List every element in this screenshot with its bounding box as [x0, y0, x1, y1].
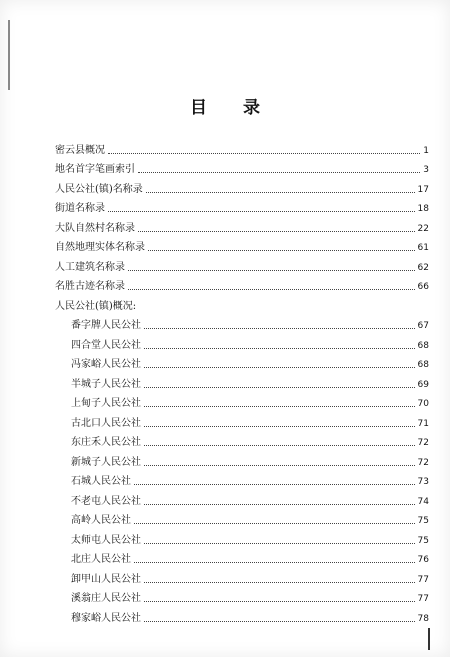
toc-page-number: 71 [417, 418, 429, 429]
toc-entry-label: 街道名称录 [55, 203, 105, 214]
title-char-2: 录 [243, 98, 260, 118]
toc-page-number: 67 [417, 321, 429, 331]
dot-leader [144, 425, 415, 427]
toc-entry[interactable] [55, 410, 429, 430]
toc-page-number: 75 [417, 535, 429, 546]
toc-entry[interactable] [55, 235, 429, 255]
toc-page-number: 74 [417, 496, 429, 507]
toc-entry[interactable] [55, 215, 429, 235]
toc-entry[interactable] [55, 566, 429, 586]
scan-edge-mark [8, 20, 10, 90]
dot-leader [144, 464, 415, 466]
toc-entry-label: 半城子人民公社 [71, 378, 141, 390]
page-edge-mark [428, 628, 430, 650]
toc-entry[interactable] [55, 449, 429, 469]
toc-entry-label: 名胜古迹名称录 [55, 281, 125, 292]
toc-entry[interactable] [55, 605, 429, 625]
dot-leader [108, 152, 420, 154]
toc-entry[interactable] [55, 137, 429, 157]
toc-entry[interactable] [55, 313, 429, 333]
toc-entry-label: 卸甲山人民公社 [71, 573, 141, 585]
toc-entry-label: 人民公社(镇)名称录 [55, 183, 143, 195]
dot-leader [144, 366, 415, 368]
dot-leader [128, 288, 415, 290]
toc-page-number: 75 [417, 516, 429, 526]
dot-leader [144, 405, 415, 407]
dot-leader [144, 581, 415, 583]
dot-leader [144, 503, 415, 505]
toc-entry[interactable] [55, 254, 429, 274]
dot-leader [144, 444, 415, 446]
dot-leader [108, 210, 415, 212]
toc-entry[interactable] [55, 332, 429, 352]
toc-entry-label: 太师屯人民公社 [71, 534, 141, 546]
dot-leader [144, 620, 415, 622]
toc-page-number: 18 [417, 204, 429, 214]
toc-page-number: 72 [417, 457, 429, 468]
toc-page-number: 77 [417, 574, 429, 585]
toc-entry-label: 四合堂人民公社 [71, 339, 141, 351]
toc-page-number: 73 [417, 477, 429, 487]
toc-entry-label: 上甸子人民公社 [71, 398, 141, 409]
dot-leader [134, 483, 415, 485]
dot-leader [144, 327, 415, 329]
toc-page-number: 66 [417, 282, 429, 292]
dot-leader [128, 269, 415, 271]
toc-page-number: 77 [417, 594, 429, 604]
toc-entry[interactable] [55, 488, 429, 508]
title-char-1: 目 [190, 98, 207, 118]
dot-leader [144, 386, 415, 388]
toc-entry-label: 不老屯人民公社 [71, 495, 141, 507]
toc-entry-label: 密云县概况 [55, 144, 105, 156]
toc-entry[interactable] [55, 391, 429, 411]
toc-entry[interactable] [55, 274, 429, 294]
toc-entry[interactable] [55, 157, 429, 177]
toc-entry-label: 穆家峪人民公社 [71, 612, 141, 624]
toc-entry-label: 自然地理实体名称录 [55, 242, 145, 253]
toc-page-number: 76 [417, 555, 429, 565]
toc-page-number: 61 [417, 243, 429, 253]
toc-entry-label: 番字牌人民公社 [71, 320, 141, 331]
toc-entry-label: 人工建筑名称录 [55, 261, 125, 273]
toc-entry[interactable] [55, 352, 429, 372]
toc-entry[interactable] [55, 469, 429, 489]
toc-entry[interactable] [55, 547, 429, 567]
toc-page-number: 78 [417, 613, 429, 624]
toc-entry[interactable] [55, 196, 429, 216]
dot-leader [148, 249, 415, 251]
toc-page-number: 17 [417, 184, 429, 195]
toc-page-number: 62 [417, 262, 429, 273]
toc-entry[interactable] [55, 586, 429, 606]
table-of-contents [55, 137, 429, 625]
toc-entry-label: 大队自然村名称录 [55, 222, 135, 234]
toc-entry-label: 东庄禾人民公社 [71, 437, 141, 448]
toc-entry[interactable] [55, 371, 429, 391]
page-title [0, 93, 450, 118]
dot-leader [138, 171, 420, 173]
dot-leader [144, 600, 415, 602]
dot-leader [144, 542, 415, 544]
dot-leader [144, 347, 415, 349]
toc-page-number: 70 [417, 399, 429, 409]
toc-entry[interactable] [55, 508, 429, 528]
toc-entry-label: 冯家峪人民公社 [71, 359, 141, 370]
toc-page-number: 68 [417, 340, 429, 351]
toc-entry-label: 古北口人民公社 [71, 417, 141, 429]
dot-leader [134, 561, 415, 563]
dot-leader [134, 522, 415, 524]
toc-page-number: 69 [417, 379, 429, 390]
dot-leader [138, 230, 415, 232]
toc-entry[interactable] [55, 176, 429, 196]
toc-entry-label: 人民公社(镇)概况: [55, 300, 137, 312]
toc-entry[interactable] [55, 527, 429, 547]
toc-entry-label: 高岭人民公社 [71, 515, 131, 526]
toc-entry-label: 石城人民公社 [71, 476, 131, 487]
toc-entry-label: 溪翁庄人民公社 [71, 593, 141, 604]
toc-entry-label: 北庄人民公社 [71, 554, 131, 565]
toc-entry-label: 新城子人民公社 [71, 456, 141, 468]
toc-page-number: 22 [417, 223, 429, 234]
toc-page-number: 72 [417, 438, 429, 448]
toc-page-number: 3 [423, 165, 429, 175]
toc-page-number: 68 [417, 360, 429, 370]
toc-section-heading [55, 293, 429, 313]
toc-page-number: 1 [423, 145, 429, 156]
dot-leader [146, 191, 415, 193]
toc-entry-label: 地名首字笔画索引 [55, 164, 135, 175]
toc-entry[interactable] [55, 430, 429, 450]
